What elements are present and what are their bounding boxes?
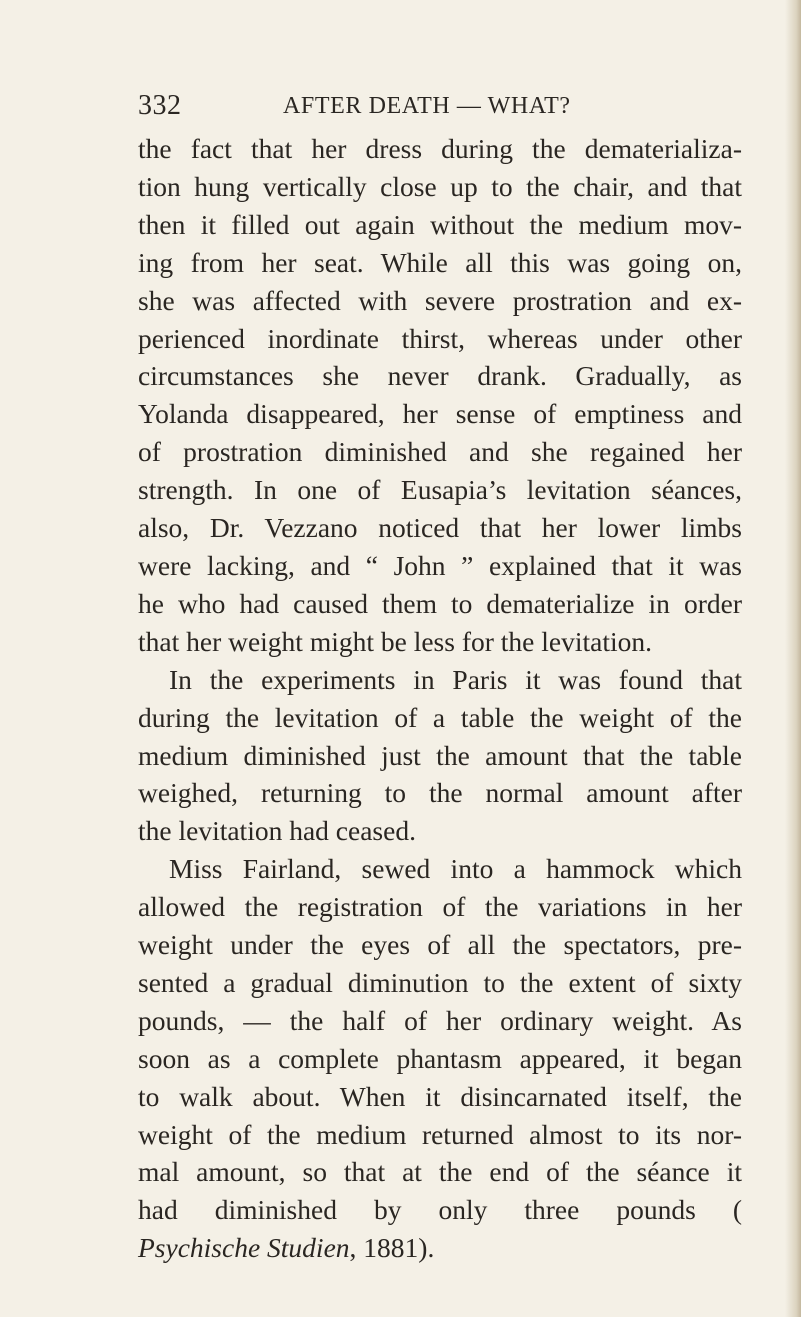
- text-line: perienced inordinate thirst, whereas under other: [138, 322, 742, 354]
- text-line: sented a gradual diminution to the extent of sixty: [138, 966, 742, 998]
- text-line: weighed, returning to the normal amount after: [138, 777, 742, 809]
- text-line: strength. In one of Eusapia’s levitation séances,: [138, 474, 742, 506]
- running-title: AFTER DEATH — WHAT?: [283, 93, 571, 119]
- text-line: to walk about. When it disincarnated itself, the: [138, 1080, 742, 1112]
- paragraph-3: [138, 850, 742, 1267]
- text-line: weight under the eyes of all the spectators, pre-: [138, 929, 742, 961]
- text-line: were lacking, and “ John ” explained that it was: [138, 549, 742, 581]
- text-line: he who had caused them to dematerialize in order: [138, 587, 742, 619]
- page-edge-shadow: [785, 0, 801, 1317]
- text-line: the levitation had ceased.: [138, 815, 416, 847]
- text-line: during the levitation of a table the weight of the: [138, 701, 742, 733]
- body-text: [138, 130, 742, 1267]
- text-line: Miss Fairland, sewed into a hammock which: [169, 853, 742, 885]
- page-header: [138, 86, 738, 126]
- citation-title: Psychische Studien: [138, 1232, 350, 1264]
- citation-rest: , 1881).: [349, 1232, 435, 1264]
- text-line: also, Dr. Vezzano noticed that her lower limbs: [138, 512, 742, 544]
- text-line: circumstances she never drank. Gradually, as: [138, 360, 742, 392]
- text-line: tion hung vertically close up to the chair, and that: [138, 170, 742, 202]
- text-line: that her weight might be less for the levitation.: [138, 625, 652, 657]
- text-line: the fact that her dress during the dematerializa-: [138, 133, 742, 164]
- text-line: of prostration diminished and she regained her: [138, 436, 742, 468]
- paragraph-1: [138, 130, 742, 661]
- page-number: 332: [138, 90, 182, 121]
- text-line: had diminished by only three pounds (: [138, 1194, 742, 1226]
- text-line: medium diminished just the amount that the table: [138, 739, 742, 771]
- text-line: allowed the registration of the variations in her: [138, 891, 742, 923]
- text-line: Yolanda disappeared, her sense of emptiness and: [138, 398, 742, 430]
- text-line: mal amount, so that at the end of the séance it: [138, 1156, 742, 1188]
- citation-line: [138, 1229, 742, 1267]
- text-line: ing from her seat. While all this was going on,: [138, 246, 742, 278]
- text-line: pounds, — the half of her ordinary weight. As: [138, 1004, 742, 1036]
- text-line: soon as a complete phantasm appeared, it began: [138, 1042, 742, 1074]
- paragraph-2: [138, 661, 742, 851]
- text-line: weight of the medium returned almost to its nor-: [138, 1118, 742, 1150]
- text-line: In the experiments in Paris it was found that: [169, 663, 742, 695]
- text-line: she was affected with severe prostration and ex-: [138, 284, 742, 316]
- text-line: then it filled out again without the medium mov-: [138, 208, 742, 240]
